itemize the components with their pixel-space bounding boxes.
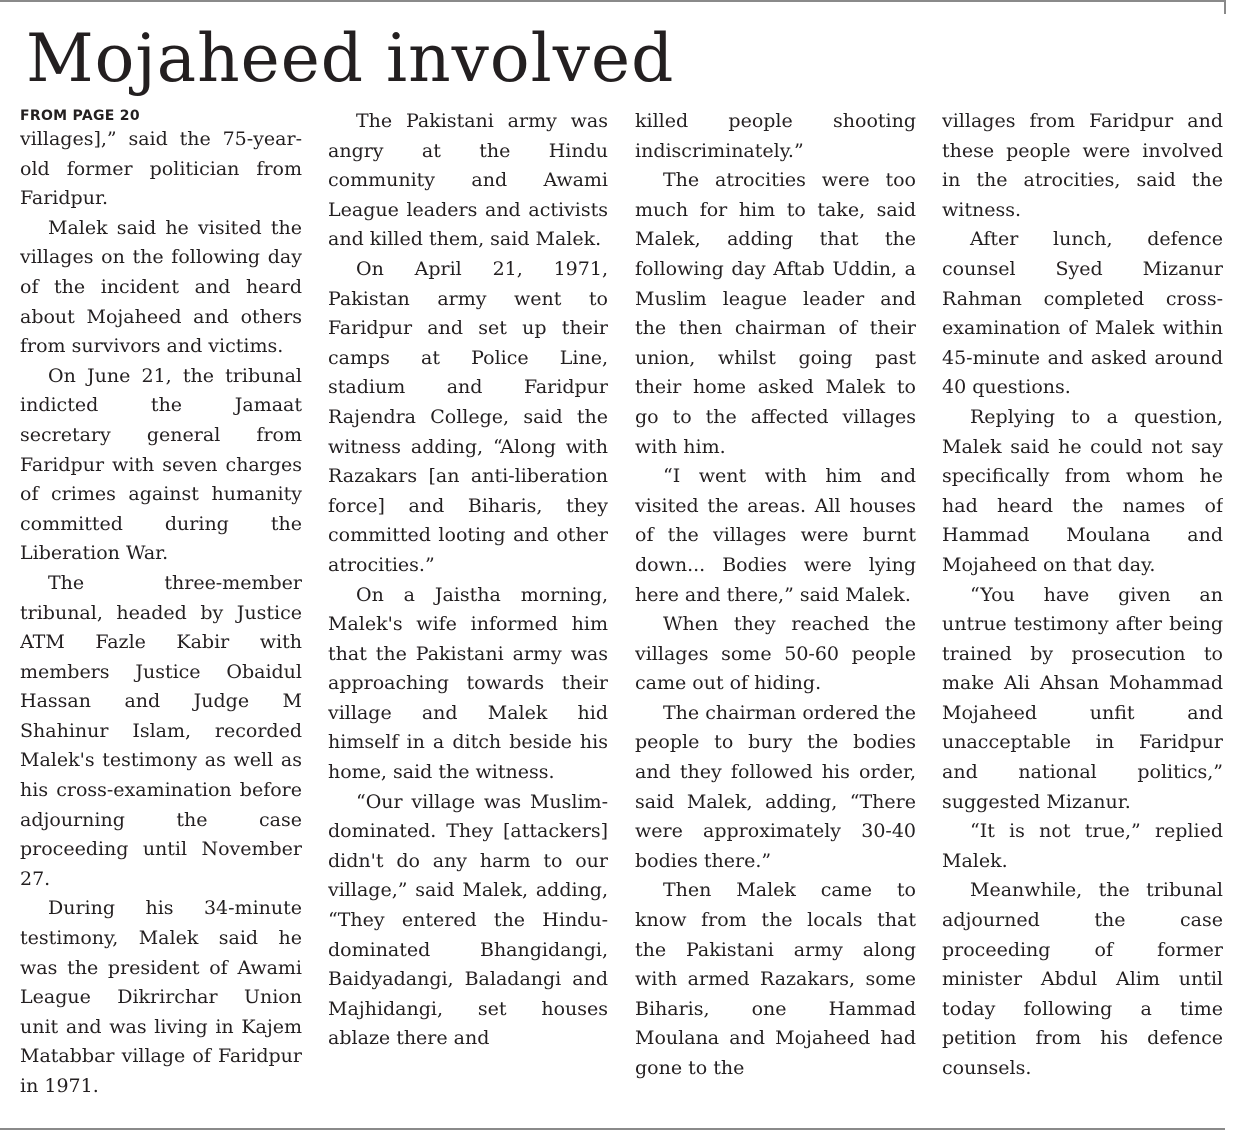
- paragraph: The chairman ordered the people to bury the bodies and they followed his order, said Malek, adding, “There were approximately 30-40 bodies there.”: [635, 701, 916, 872]
- article-column-3: [635, 107, 916, 1122]
- paragraph: On April 21, 1971, Pakistan army went to Faridpur and set up their camps at Police Line, stadium and Faridpur Rajendra College, said the witness adding, “Along with Razakars [an anti-liberation force] and Biharis, they committed looting and other atrocities.”: [328, 257, 608, 576]
- paragraph: After lunch, defence counsel Syed Mizanur Rahman completed cross-examination of Malek within 45-minute and asked around 40 questions.: [942, 228, 1223, 399]
- paragraph: On a Jaistha morning, Malek's wife informed him that the Pakistani army was approaching towards their village and Malek hid himself in a ditch beside his home, said the witness.: [328, 583, 608, 784]
- paragraph: Malek said he visited the villages on the following day of the incident and heard about Mojaheed and others from survivors and victims.: [20, 216, 302, 358]
- paragraph: Meanwhile, the tribunal adjourned the case proceeding of former minister Abdul Alim until today following a time petition from his defence counsels.: [942, 879, 1223, 1079]
- paragraph: “Our village was Muslim-dominated. They [attackers] didn't do any harm to our village,” said Malek, adding, “They entered the Hindu-dominated Bhangidangi, Baidyadangi, Baladangi and Majhidangi, set houses ablaze there and: [328, 790, 608, 1050]
- right-edge-rule: [1224, 0, 1226, 14]
- paragraph: “You have given an untrue testimony after being trained by prosecution to make Ali Ahsan Mohammad Mojaheed unfit and unacceptable in Faridpur and national politics,” suggested Mizanur.: [942, 583, 1223, 813]
- paragraph: During his 34-minute testimony, Malek said he was the president of Awami League Dikrirchar Union unit and was living in Kajem Matabbar village of Faridpur in 1971.: [20, 897, 302, 1097]
- paragraph: Replying to a question, Malek said he could not say specifically from whom he had heard the names of Hammad Moulana and Mojaheed on that day.: [942, 405, 1223, 576]
- paragraph: “It is not true,” replied Malek.: [942, 820, 1223, 872]
- top-rule: [0, 0, 1225, 2]
- paragraph: killed people shooting indiscriminately.”: [635, 110, 916, 162]
- article-column-1: [20, 107, 302, 1122]
- article-column-2: [328, 107, 608, 1122]
- paragraph: villages],” said the 75-year-old former politician from Faridpur.: [20, 128, 302, 210]
- jump-label: FROM PAGE 20: [20, 108, 140, 124]
- paragraph: villages from Faridpur and these people were involved in the atrocities, said the witness.: [942, 110, 1223, 221]
- paragraph: The atrocities were too much for him to take, said Malek, adding that the following day Aftab Uddin, a Muslim league leader and the then chairman of their union, whilst going past their home asked Malek to go to the affected villages with him.: [635, 169, 916, 458]
- headline: Mojaheed involved: [26, 20, 675, 97]
- paragraph: When they reached the villages some 50-60 people came out of hiding.: [635, 613, 916, 695]
- paragraph: On June 21, the tribunal indicted the Jamaat secretary general from Faridpur with seven charges of crimes against humanity committed during the Liberation War.: [20, 364, 302, 565]
- article-column-4: [942, 107, 1223, 1122]
- paragraph: The three-member tribunal, headed by Justice ATM Fazle Kabir with members Justice Obaidul Hassan and Judge M Shahinur Islam, recorded Malek's testimony as well as his cross-examination before adjourning the case proceeding until November 27.: [20, 571, 302, 890]
- paragraph: Then Malek came to know from the locals that the Pakistani army along with armed Razakars, some Biharis, one Hammad Moulana and Mojaheed had gone to the: [635, 879, 916, 1079]
- paragraph: The Pakistani army was angry at the Hindu community and Awami League leaders and activists and killed them, said Malek.: [328, 110, 608, 251]
- bottom-rule: [0, 1128, 1225, 1130]
- paragraph: “I went with him and visited the areas. All houses of the villages were burnt down... Bodies were lying here and there,” said Malek.: [635, 465, 916, 606]
